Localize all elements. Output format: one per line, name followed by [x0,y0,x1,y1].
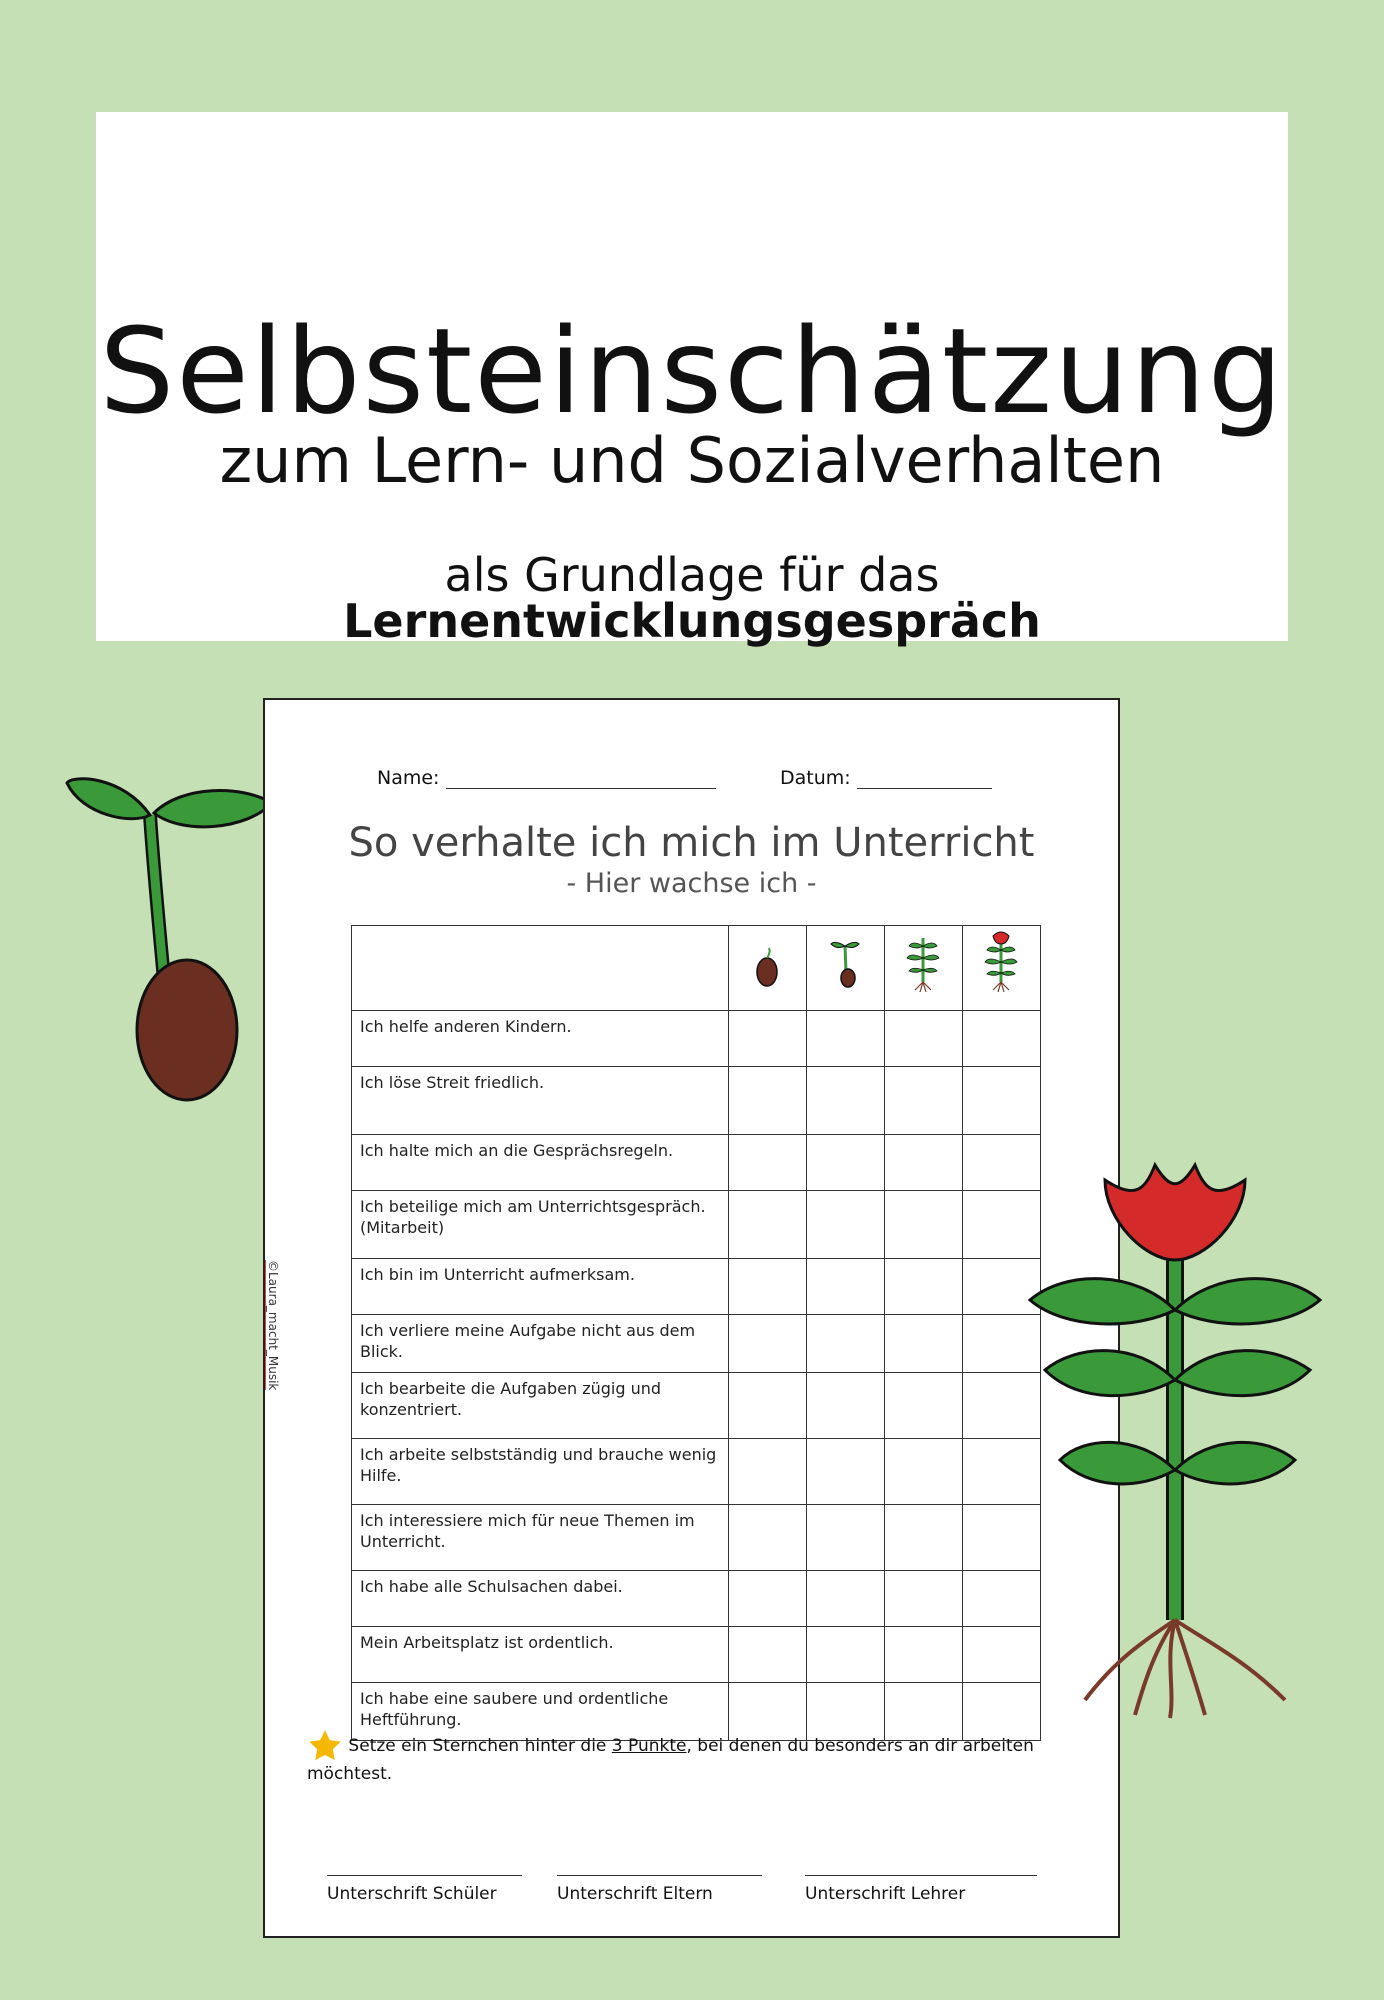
statement-2: Ich löse Streit friedlich. [352,1067,729,1135]
header-stage-flowering-plant [963,926,1041,1011]
rating-cell[interactable] [807,1505,885,1571]
cover-line3-bold: Lernentwicklungsgespräch [343,594,1041,648]
assessment-table [351,925,1041,1741]
rating-cell[interactable] [885,1505,963,1571]
rating-cell[interactable] [807,1067,885,1135]
cover-title: Selbsteinschätzung [99,302,1285,440]
rating-cell[interactable] [807,1259,885,1315]
table-row [352,1373,1041,1439]
header-stage-young-plant [885,926,963,1011]
rating-cell[interactable] [807,1627,885,1683]
cover-line3 [96,548,1288,648]
rating-cell[interactable] [729,1067,807,1135]
header-stage-seed [729,926,807,1011]
signature-parents: Unterschrift Eltern [557,1875,762,1904]
footnote-suffix: , bei denen du besonders an dir arbeiten möchtest. [307,1736,1034,1784]
table-header-row [352,926,1041,1011]
table-row [352,1439,1041,1505]
cover-line3-prefix: als Grundlage für das [444,548,940,602]
seedling-illustration [62,755,282,1110]
sheet-subheading: - Hier wachse ich - [566,868,817,899]
name-label: Name: [377,767,440,789]
statement-9: Ich interessiere mich für neue Themen im Unterricht. [352,1505,729,1571]
rating-cell[interactable] [729,1191,807,1259]
table-row [352,1135,1041,1191]
table-row [352,1571,1041,1627]
rating-cell[interactable] [729,1571,807,1627]
date-line [857,770,992,789]
flowering-plant-illustration [1025,1160,1325,1720]
rating-cell[interactable] [885,1259,963,1315]
sheet-heading: So verhalte ich mich im Unterricht [348,820,1035,866]
young-plant-icon [885,926,961,996]
statement-1: Ich helfe anderen Kindern. [352,1011,729,1067]
rating-cell[interactable] [885,1373,963,1439]
rating-cell[interactable] [885,1439,963,1505]
footnote [307,1728,1118,1784]
rating-cell[interactable] [729,1505,807,1571]
date-label: Datum: [780,767,851,789]
rating-cell[interactable] [729,1627,807,1683]
statement-4: Ich beteilige mich am Unterrichtsgespräch. (Mitarbeit) [352,1191,729,1259]
header-stage-sprout [807,926,885,1011]
rating-cell[interactable] [807,1571,885,1627]
footnote-prefix: Setze ein Sternchen hinter die [348,1736,607,1756]
rating-cell[interactable] [885,1067,963,1135]
statement-12: Ich habe eine saubere und ordentliche Heftführung. [352,1683,729,1741]
rating-cell[interactable] [963,1011,1041,1067]
signature-teacher: Unterschrift Lehrer [805,1875,1037,1904]
statement-8: Ich arbeite selbstständig und brauche wenig Hilfe. [352,1439,729,1505]
rating-cell[interactable] [807,1373,885,1439]
cover-subtitle: zum Lern- und Sozialverhalten [219,424,1165,497]
statement-11: Mein Arbeitsplatz ist ordentlich. [352,1627,729,1683]
rating-cell[interactable] [729,1135,807,1191]
statement-10: Ich habe alle Schulsachen dabei. [352,1571,729,1627]
rating-cell[interactable] [807,1011,885,1067]
star-icon [307,1728,343,1764]
table-row [352,1067,1041,1135]
title-card [96,112,1288,648]
rating-cell[interactable] [807,1315,885,1373]
rating-cell[interactable] [729,1315,807,1373]
statement-3: Ich halte mich an die Gesprächsregeln. [352,1135,729,1191]
statement-7: Ich bearbeite die Aufgaben zügig und konzentriert. [352,1373,729,1439]
rating-cell[interactable] [807,1135,885,1191]
header-blank-cell [352,926,729,1011]
table-row [352,1627,1041,1683]
rating-cell[interactable] [807,1191,885,1259]
rating-cell[interactable] [885,1191,963,1259]
rating-cell[interactable] [885,1571,963,1627]
rating-cell[interactable] [807,1439,885,1505]
rating-cell[interactable] [885,1315,963,1373]
table-row [352,1315,1041,1373]
rating-cell[interactable] [729,1373,807,1439]
table-row [352,1505,1041,1571]
name-field [377,767,716,789]
date-field [780,767,992,789]
worksheet [263,698,1120,1938]
signature-student: Unterschrift Schüler [327,1875,522,1904]
flowering-plant-icon [963,926,1039,996]
copyright-note: ©Laura_macht_Musik [266,1260,280,1391]
statement-5: Ich bin im Unterricht aufmerksam. [352,1259,729,1315]
table-row [352,1011,1041,1067]
sprout-icon [807,926,883,996]
table-row [352,1259,1041,1315]
rating-cell[interactable] [885,1135,963,1191]
rating-cell[interactable] [885,1627,963,1683]
rating-cell[interactable] [729,1439,807,1505]
rating-cell[interactable] [729,1011,807,1067]
table-row [352,1191,1041,1259]
rating-cell[interactable] [885,1011,963,1067]
statement-6: Ich verliere meine Aufgabe nicht aus dem Blick. [352,1315,729,1373]
name-line [446,770,716,789]
footnote-underlined: 3 Punkte [611,1736,687,1756]
rating-cell[interactable] [963,1067,1041,1135]
rating-cell[interactable] [729,1259,807,1315]
seed-icon [729,926,805,996]
